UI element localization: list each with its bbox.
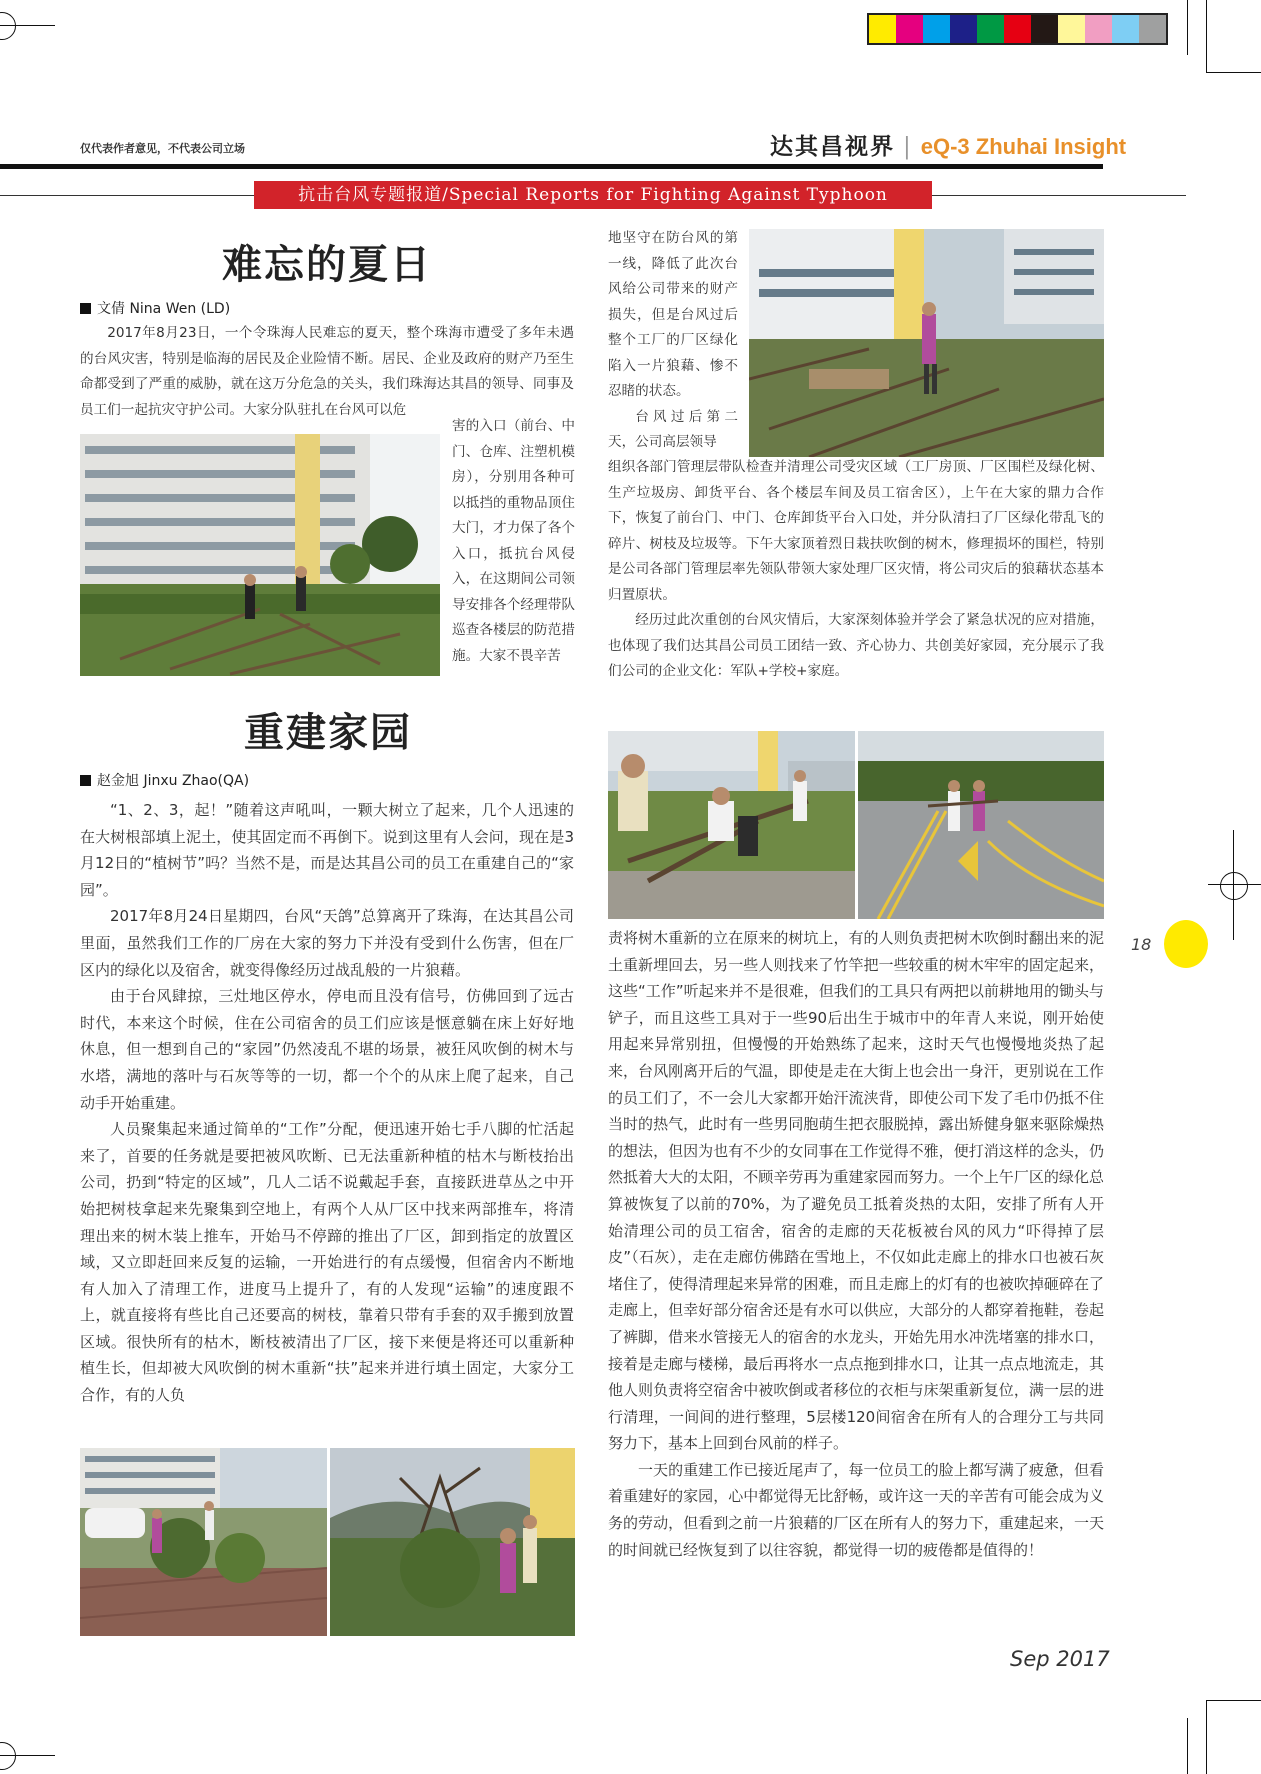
issue-date: Sep 2017	[1010, 1647, 1110, 1671]
article1-byline	[80, 298, 230, 318]
crop-mark	[1206, 1700, 1207, 1774]
crop-mark	[1206, 0, 1207, 72]
color-swatch	[1058, 15, 1085, 43]
photo-carrying-branches-road	[858, 731, 1104, 919]
article1-intro	[80, 321, 574, 423]
crop-mark	[1206, 72, 1261, 73]
article2-byline	[80, 770, 249, 790]
article1-paragraph: 组织各部门管理层带队检查并清理公司受灾区域（工厂房顶、厂区围栏及绿化树、生产垃圾房、卸货平台、各个楼层车间及员工宿舍区），上午在大家的鼎力合作下，恢复了前台门、中门、仓库卸货平台入口处，并分队清扫了厂区绿化带乱飞的碎片、树枝及垃圾等。下午大家顶着烈日栽扶吹倒的树木，修理损坏的围栏，特别是公司各部门管理层率先领队带领大家处理厂区灾情，将公司灾后的狼藉状态基本归置原状。	[608, 459, 1104, 603]
article2-paragraph: 人员聚集起来通过简单的“工作”分配，便迅速开始七手八脚的忙活起来了，首要的任务就是要把被风吹断、已无法重新种植的枯木与断枝抬出公司，扔到“特定的区域”，几人二话不说戴起手套，直接跃进草丛之中开始把树枝拿起来先聚集到空地上，有两个人从厂区中找来两部推车，将清理出来的树木装上推车，开始马不停蹄的推出了厂区，卸到指定的放置区域，又立即赶回来反复的运输，一开始进行的有点缓慢，但宿舍内不断地有人加入了清理工作，进度马上提升了，有的人发现“运输”的速度跟不上，就直接将有些比自己还要高的树枝，靠着只带有手套的双手搬到放置区域。很快所有的枯木，断枝被清出了厂区，接下来便是将还可以重新种植生长，但却被大风吹倒的树木重新“扶”起来并进行填土固定，大家分工合作，有的人负	[80, 1120, 574, 1405]
photo-lifting-tree	[330, 1448, 575, 1636]
article1-col2-wrap	[608, 226, 738, 456]
brand-cn: 达其昌视界	[770, 133, 895, 160]
crop-mark	[1208, 884, 1261, 885]
article1-paragraph: 地坚守在防台风的第一线，降低了此次台风给公司带来的财产损失，但是台风过后整个工厂的厂区绿化陷入一片狼藉、惨不忍睹的状态。	[608, 230, 738, 399]
article1-paragraph: 台风过后第二天，公司高层领导	[608, 408, 738, 450]
crop-mark	[1187, 0, 1188, 55]
crop-mark	[1206, 1700, 1261, 1701]
article2-col2-body	[608, 925, 1104, 1563]
color-swatch	[1031, 15, 1058, 43]
article2-col1-body	[80, 797, 574, 1409]
magazine-brand	[770, 128, 1126, 161]
article2-paragraph: 由于台风肆掠，三灶地区停水，停电而且没有信号，仿佛回到了远古时代，本来这个时候，住在公司宿舍的员工们应该是惬意躺在床上好好地休息，但一想到自己的“家园”仍然凌乱不堪的场景，被狂风吹倒的树木与水塔，满地的落叶与石灰等等的一切，都一个个的从床上爬了起来，自己动手开始重建。	[80, 987, 574, 1112]
photo-factory-yard-damage	[749, 229, 1104, 457]
article1-paragraph: 害的入口（前台、中门、仓库、注塑机模房），分别用各种可以抵挡的重物品顶住大门，才力保了各个入口，抵抗台风侵入，在这期间公司领导安排各个经理带队巡查各楼层的防范措施。大家不畏辛苦	[452, 418, 575, 664]
article1-col2-body	[608, 455, 1104, 685]
article1-title: 难忘的夏日	[222, 241, 432, 288]
page-number: 18	[1131, 935, 1152, 954]
article2-title: 重建家园	[244, 709, 412, 756]
section-banner: 抗击台风专题报道/Special Reports for Fighting Against Typhoon	[254, 181, 932, 209]
photo-replanting-tree	[608, 731, 855, 919]
article1-paragraph: 2017年8月23日，一个令珠海人民难忘的夏天，整个珠海市遭受了多年未遇的台风灾害，特别是临海的居民及企业险情不断。居民、企业及政府的财产乃至生命都受到了严重的威胁，就在这万分危急的关头，我们珠海达其昌的领导、同事及员工们一起抗灾守护公司。大家分队驻扎在台风可以危	[80, 325, 574, 418]
page-marker-dot	[1164, 920, 1208, 968]
byline-bullet	[80, 303, 91, 314]
crop-mark	[1233, 830, 1234, 940]
article1-paragraph: 经历过此次重创的台风灾情后，大家深刻体验并学会了紧急状况的应对措施，也体现了我们达其昌公司员工团结一致、齐心协力、共创美好家园，充分展示了我们公司的企业文化：军队+学校+家庭。	[608, 612, 1104, 679]
color-swatch	[950, 15, 977, 43]
header-rule	[0, 164, 1103, 169]
color-swatch	[1004, 15, 1031, 43]
article1-author: 文倩 Nina Wen (LD)	[97, 301, 231, 317]
brand-separator: |	[903, 134, 913, 160]
color-swatch	[869, 15, 896, 43]
photo-workers-moving-branches	[80, 1448, 327, 1636]
color-swatch	[896, 15, 923, 43]
color-swatch	[1085, 15, 1112, 43]
print-color-bar	[867, 13, 1168, 45]
disclaimer: 仅代表作者意见，不代表公司立场	[80, 142, 245, 155]
article2-author: 赵金旭 Jinxu Zhao(QA)	[97, 773, 250, 789]
color-swatch	[977, 15, 1004, 43]
crop-mark	[1187, 1718, 1188, 1774]
byline-bullet	[80, 775, 91, 786]
article2-paragraph: “1、2、3，起！”随着这声吼叫，一颗大树立了起来，几个人迅速的在大树根部填上泥土，使其固定而不再倒下。说到这里有人会问，现在是3月12日的“植树节”吗？当然不是，而是达其昌公司的员工在重建自己的“家园”。	[80, 801, 574, 899]
registration-mark	[0, 1742, 16, 1770]
crop-mark	[0, 1755, 55, 1756]
article1-wrap-text	[452, 414, 575, 669]
registration-mark	[0, 12, 16, 40]
color-swatch	[1139, 15, 1166, 43]
article2-paragraph: 2017年8月24日星期四，台风“天鸽”总算离开了珠海，在达其昌公司里面，虽然我们工作的厂房在大家的努力下并没有受到什么伤害，但在厂区内的绿化以及宿舍，就变得像经历过战乱般的一片狼藉。	[80, 907, 574, 979]
color-swatch	[1112, 15, 1139, 43]
brand-en: eQ-3 Zhuhai Insight	[920, 134, 1127, 159]
registration-mark	[1220, 872, 1248, 900]
article2-paragraph: 责将树木重新的立在原来的树坑上，有的人则负责把树木吹倒时翻出来的泥土重新埋回去，另一些人则找来了竹竿把一些较重的树木牢牢的固定起来，这些“工作”听起来并不是很难，但我们的工具只有两把以前耕地用的锄头与铲子，而且这些工具对于一些90后出生于城市中的年青人来说，刚开始使用起来异常别扭，但慢慢的开始熟练了起来，这时天气也慢慢地炎热了起来，台风刚离开后的气温，即使是走在大街上也会出一身汗，更别说在工作的员工们了，不一会儿大家都开始汗流浃背，即使公司下发了毛巾仍抵不住当时的热气，此时有一些男同胞萌生把衣服脱掉，露出矫健身躯来驱除燥热的想法，但因为也有不少的女同事在工作觉得不雅，便打消这样的念头，仍然抵着大大的太阳，不顾辛劳再为重建家园而努力。一个上午厂区的绿化总算被恢复了以前的70%，为了避免员工抵着炎热的太阳，安排了所有人开始清理公司的员工宿舍，宿舍的走廊的天花板被台风的风力“吓得掉了层皮”（石灰），走在走廊仿佛踏在雪地上，不仅如此走廊上的排水口也被石灰堵住了，使得清理起来异常的困难，而且走廊上的灯有的也被吹掉砸碎在了走廊上，但幸好部分宿舍还是有水可以供应，大部分的人都穿着拖鞋，卷起了裤脚，借来水管接无人的宿舍的水龙头，开始先用水冲洗堵塞的排水口，接着是走廊与楼梯，最后再将水一点点拖到排水口，让其一点点地流走，其他人则负责将空宿舍中被吹倒或者移位的衣柜与床架重新复位，满一层的进行清理，一间间的进行整理，5层楼120间宿舍在所有人的合理分工与共同努力下，基本上回到台风前的样子。	[608, 929, 1104, 1453]
photo-dormitory-fallen-trees	[80, 434, 440, 676]
color-swatch	[923, 15, 950, 43]
article2-paragraph: 一天的重建工作已接近尾声了，每一位员工的脸上都写满了疲惫，但看着重建好的家园，心中都觉得无比舒畅，或许这一天的辛苦有可能会成为义务的劳动，但看到之前一片狼藉的厂区在所有人的努力下，重建起来，一天的时间就已经恢复到了以往容貌，都觉得一切的疲倦都是值得的！	[608, 1460, 1104, 1559]
